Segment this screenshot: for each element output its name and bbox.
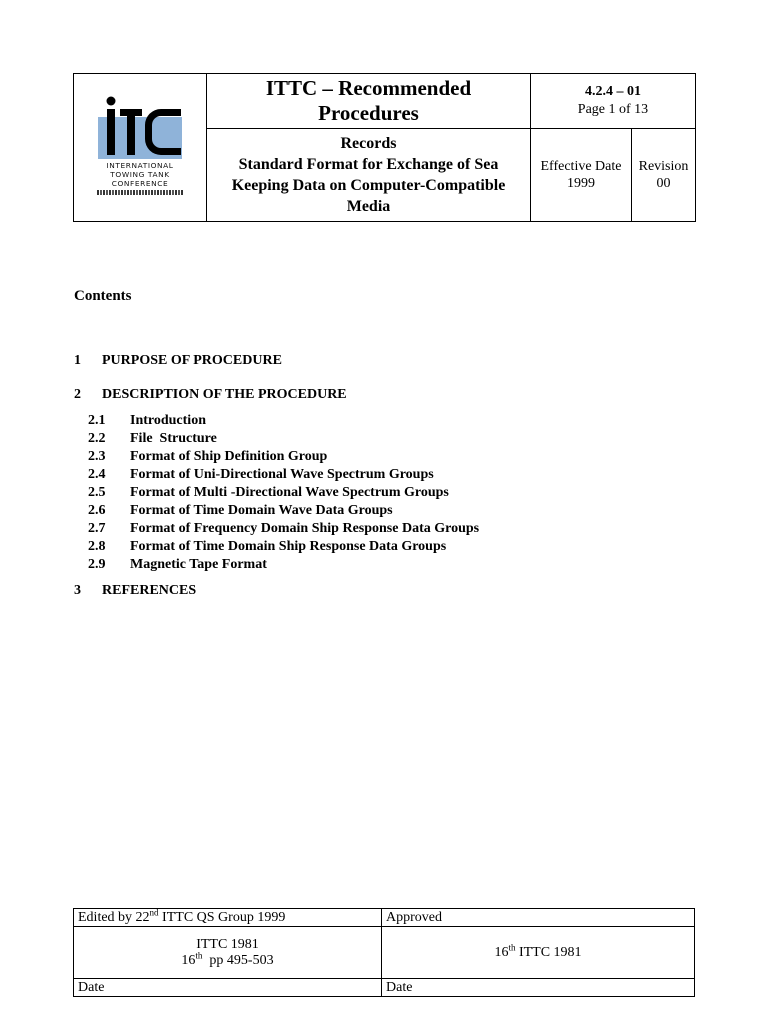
toc-subsection-number: 2.8 xyxy=(88,539,106,554)
toc-subsection-number: 2.4 xyxy=(88,467,106,482)
toc-subsection-2-5[interactable] xyxy=(88,484,449,502)
toc-subsection-label: Format of Frequency Domain Ship Response Data Groups xyxy=(130,521,480,536)
logo-caption xyxy=(95,161,185,188)
ittc-logo xyxy=(95,95,185,201)
subject-line: Keeping Data on Computer-Compatible xyxy=(231,177,506,194)
edited-value-pages: pp 495-503 xyxy=(202,952,274,968)
approved-value-number: 16 xyxy=(494,944,509,960)
toc-subsection-label: Magnetic Tape Format xyxy=(130,557,267,572)
toc-section-3[interactable] xyxy=(74,582,196,600)
document-code-cell xyxy=(531,74,695,129)
title-line: ITTC – Recommended xyxy=(265,76,472,100)
toc-subsection-label: Format of Time Domain Wave Data Groups xyxy=(130,503,393,518)
toc-subsection-number: 2.1 xyxy=(88,413,106,428)
logo-stripe xyxy=(97,190,183,195)
toc-section-label: DESCRIPTION OF THE PROCEDURE xyxy=(102,387,347,402)
edited-value-line: ITTC 1981 xyxy=(196,936,259,952)
toc-subsection-number: 2.5 xyxy=(88,485,106,500)
approved-value-ordinal: th xyxy=(508,941,516,952)
edited-by-value xyxy=(74,927,382,979)
toc-subsection-2-1[interactable] xyxy=(88,412,206,430)
subject-line: Media xyxy=(346,198,391,215)
document-footer-table xyxy=(73,908,695,997)
date-right-label: Date xyxy=(386,980,413,995)
edited-value-ordinal: th xyxy=(195,949,203,960)
edited-value-number: 16 xyxy=(181,952,196,968)
subject-line: Records xyxy=(340,135,397,152)
toc-subsection-number: 2.2 xyxy=(88,431,106,446)
subject-line: Standard Format for Exchange of Sea xyxy=(238,156,499,173)
toc-subsection-number: 2.7 xyxy=(88,521,106,536)
toc-subsection-label: Format of Time Domain Ship Response Data Groups xyxy=(130,539,447,554)
edited-by-cell xyxy=(74,909,382,927)
title-line: Procedures xyxy=(318,101,419,125)
toc-subsection-2-2[interactable] xyxy=(88,430,217,448)
logo-cell xyxy=(74,74,207,221)
edited-value-line xyxy=(181,949,274,969)
toc-subsection-2-9[interactable] xyxy=(88,556,267,574)
toc-section-number: 2 xyxy=(74,387,81,402)
toc-subsection-2-4[interactable] xyxy=(88,466,434,484)
toc-subsection-2-6[interactable] xyxy=(88,502,393,520)
toc-subsection-label: Introduction xyxy=(130,413,206,428)
toc-subsection-number: 2.9 xyxy=(88,557,106,572)
approved-value-line xyxy=(494,941,582,961)
edited-by-prefix: Edited by 22 xyxy=(78,910,150,925)
logo-caption-line: CONFERENCE xyxy=(111,178,169,188)
toc-subsection-label: Format of Ship Definition Group xyxy=(130,449,328,464)
toc-section-label: REFERENCES xyxy=(102,583,197,598)
toc-subsection-2-7[interactable] xyxy=(88,520,479,538)
document-header-table xyxy=(73,73,696,222)
approved-value-text: ITTC 1981 xyxy=(515,944,582,960)
toc-subsection-label: Format of Multi -Directional Wave Spectrum Groups xyxy=(130,485,449,500)
toc-subsection-label: File Structure xyxy=(130,431,217,446)
toc-subsection-number: 2.3 xyxy=(88,449,106,464)
toc-section-1[interactable] xyxy=(74,352,282,370)
procedures-title xyxy=(207,74,531,129)
effective-date-value: 1999 xyxy=(567,176,595,191)
page-number: Page 1 of 13 xyxy=(577,102,649,117)
document-code: 4.2.4 – 01 xyxy=(585,84,641,99)
toc-section-number: 3 xyxy=(74,583,81,598)
toc-section-2[interactable] xyxy=(74,386,347,404)
toc-subsection-number: 2.6 xyxy=(88,503,106,518)
approved-label: Approved xyxy=(382,909,694,927)
toc-section-number: 1 xyxy=(74,353,81,368)
toc-subsection-2-8[interactable] xyxy=(88,538,446,556)
revision-cell xyxy=(632,129,695,221)
logo-letters-icon xyxy=(95,95,185,159)
toc-subsection-label: Format of Uni-Directional Wave Spectrum Groups xyxy=(130,467,434,482)
edited-by-suffix: ITTC QS Group 1999 xyxy=(158,910,286,925)
date-left-label: Date xyxy=(74,979,382,996)
revision-value: 00 xyxy=(656,176,671,191)
contents-heading: Contents xyxy=(74,288,132,304)
effective-date-cell xyxy=(531,129,632,221)
logo-caption-line: TOWING TANK xyxy=(110,169,170,179)
toc-section-label: PURPOSE OF PROCEDURE xyxy=(102,353,282,368)
approved-value xyxy=(382,927,694,979)
effective-date-label: Effective Date xyxy=(540,159,622,174)
document-subject xyxy=(207,129,531,221)
toc-subsection-2-3[interactable] xyxy=(88,448,327,466)
logo-caption-line: INTERNATIONAL xyxy=(106,160,174,170)
revision-label: Revision xyxy=(638,159,689,174)
edited-by-ordinal: nd xyxy=(149,907,159,918)
